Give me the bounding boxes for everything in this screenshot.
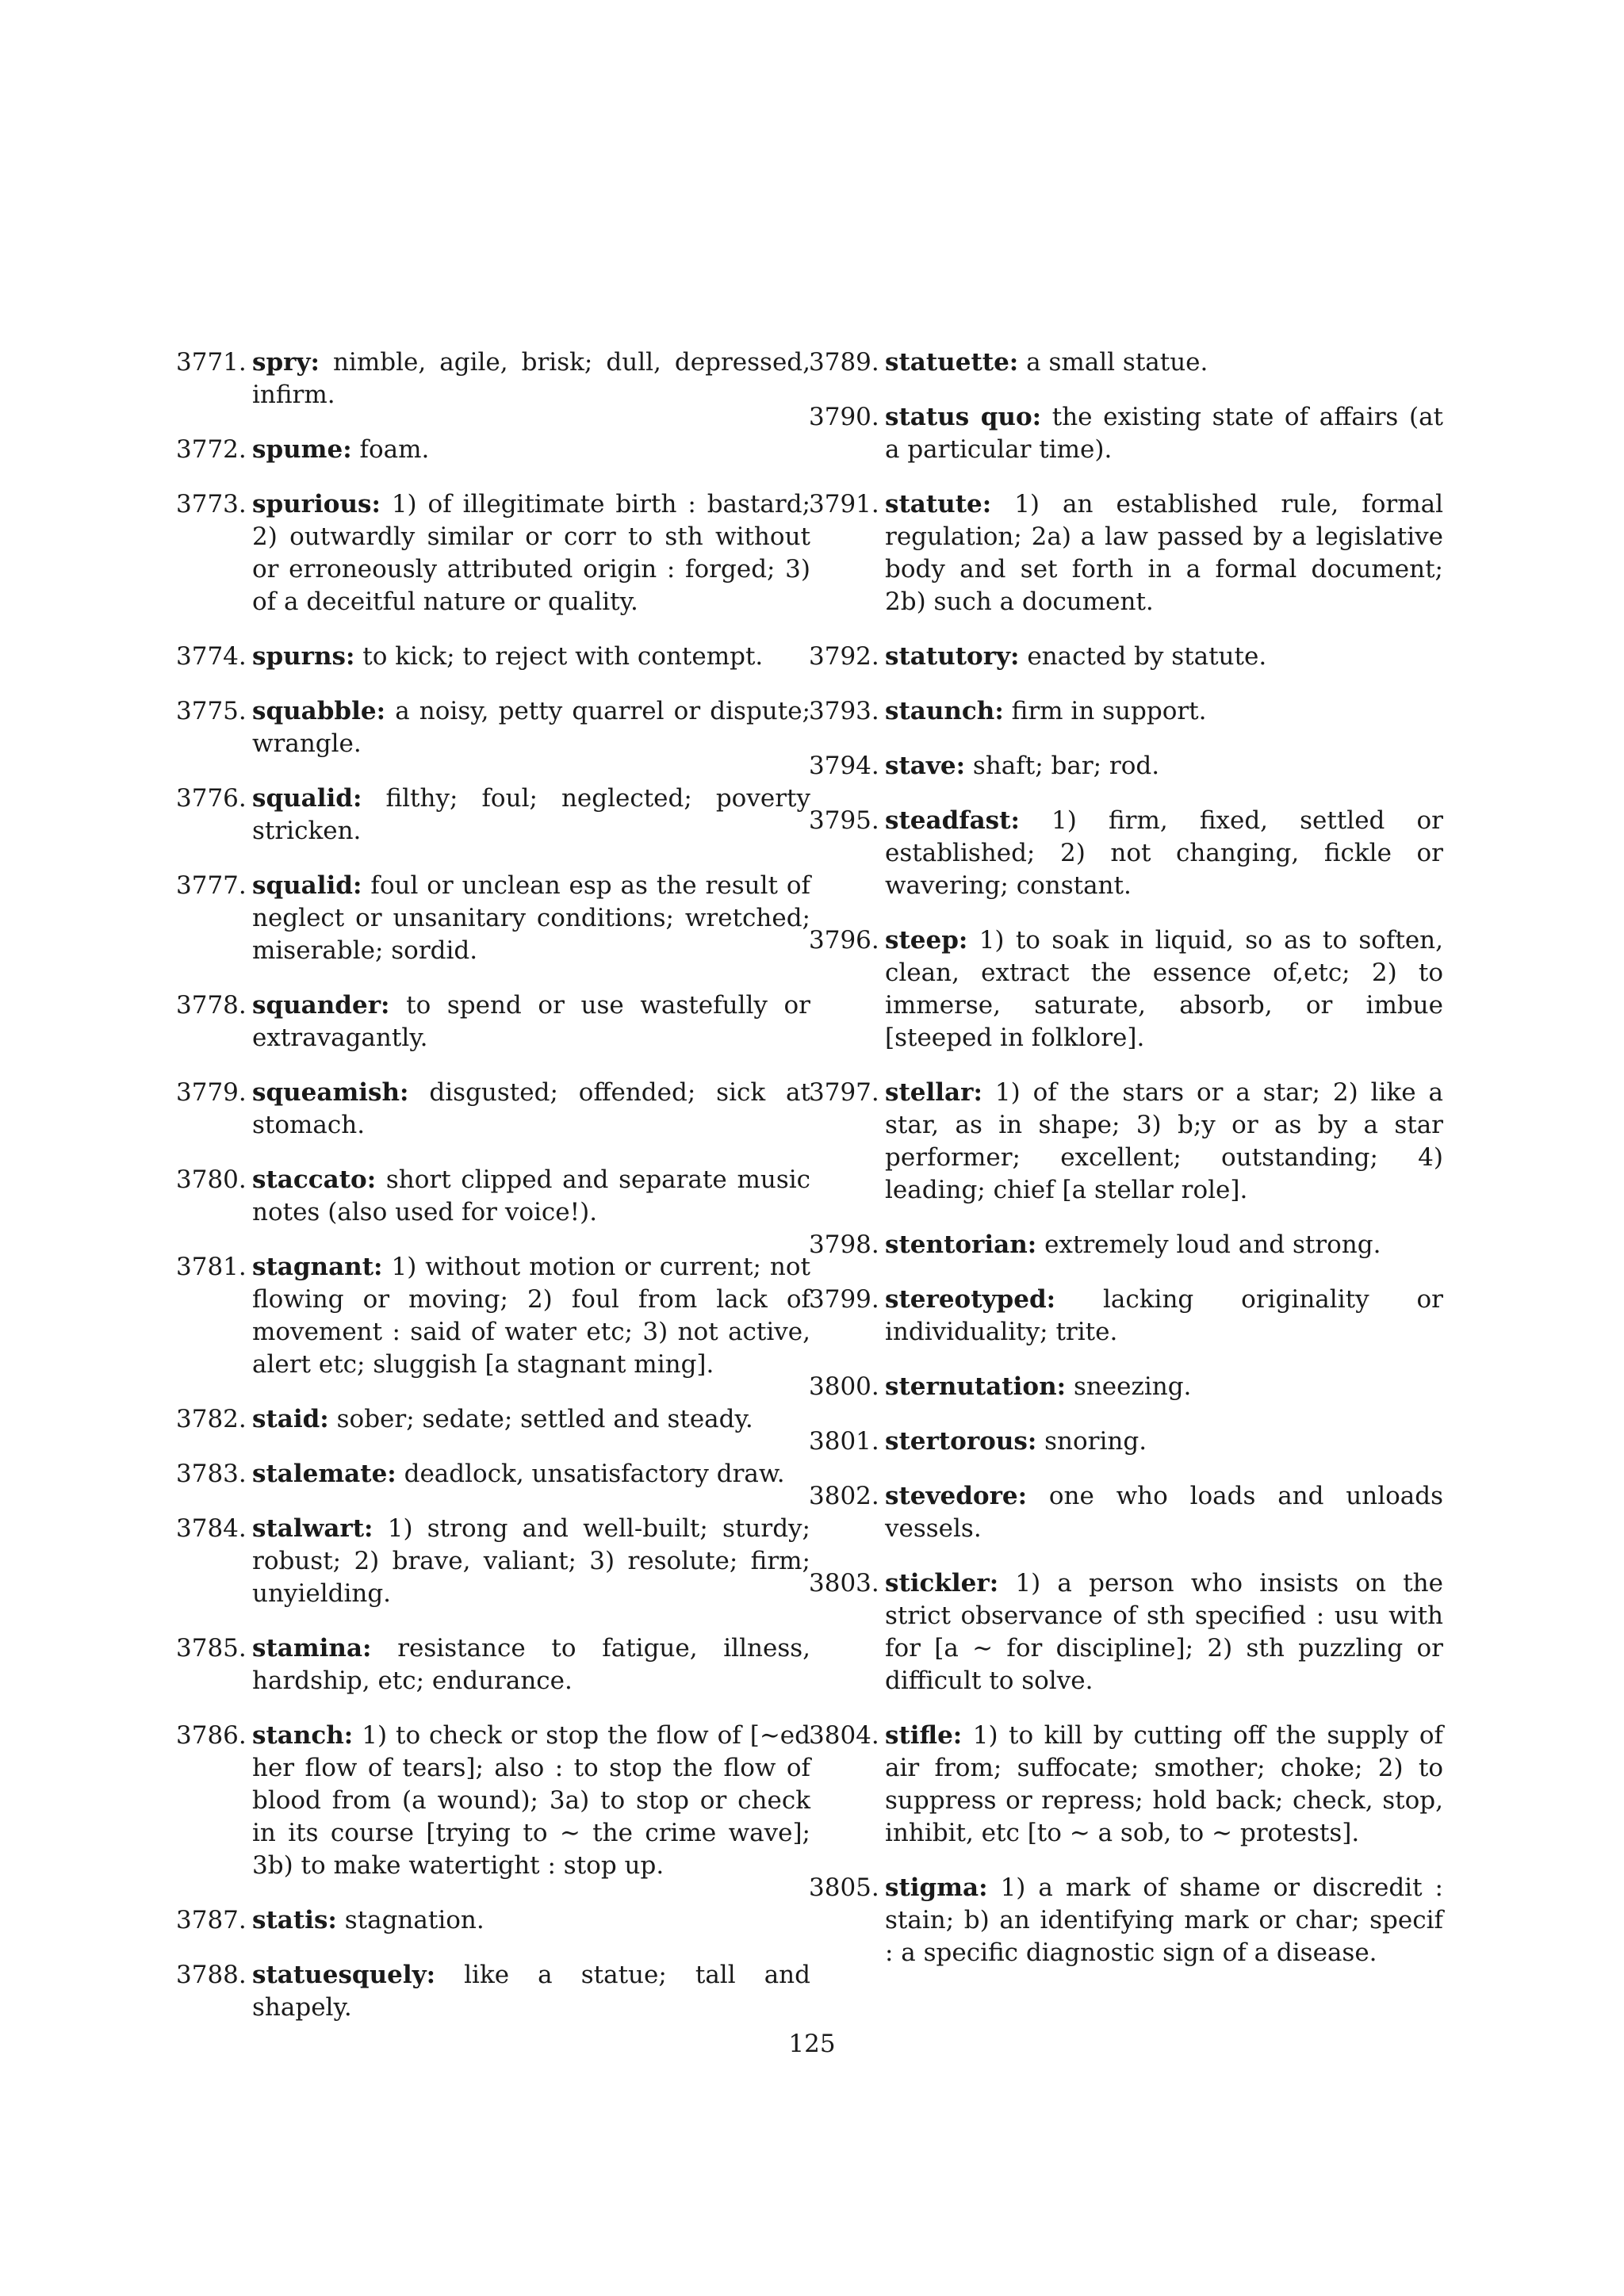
entry-definition: one who loads and unloads vessels.	[885, 1482, 1444, 1543]
entry-definition: 1) a person who insists on the strict observance of sth specified : usu with for [a ∼ for discipline]; 2) sth puzzling or difficult to solve.	[885, 1569, 1443, 1695]
entry-number: 3794.	[809, 752, 879, 780]
entry-number: 3789.	[809, 348, 879, 377]
entry-definition: a noisy, petty quarrel or dispute; wrangle.	[252, 697, 810, 758]
entry-number: 3802.	[809, 1482, 879, 1510]
entry-term: stagnant:	[252, 1253, 383, 1281]
entry-term: staunch:	[885, 697, 1004, 725]
entry-number: 3781.	[176, 1253, 247, 1281]
entry-definition: 1) a mark of shame or discredit : stain; b) an identifying mark or char; specif : a specific diagnostic sign of a disease.	[885, 1873, 1443, 1967]
entry-number: 3775.	[176, 697, 247, 725]
entry-definition: 1) to kill by cutting off the supply of air from; suffocate; smother; choke; 2) to suppress or repress; hold back; check, stop, inhibit, etc [to ∼ a sob, to ∼ protests].	[885, 1721, 1443, 1847]
entry-number: 3799.	[809, 1285, 879, 1314]
entry-term: stifle:	[885, 1721, 963, 1750]
entry-definition: short clipped and separate music notes (also used for voice!).	[252, 1165, 811, 1226]
entry-definition: the existing state of affairs (at a particular time).	[885, 403, 1444, 464]
entry-definition: 1) strong and well-built; sturdy; robust; 2) brave, valiant; 3) resolute; firm; unyielding.	[252, 1514, 810, 1608]
entry-term: stentorian:	[885, 1230, 1037, 1259]
dictionary-entry	[809, 1425, 1443, 1458]
dictionary-entry	[176, 1251, 810, 1381]
entry-term: stertorous:	[885, 1427, 1037, 1456]
dictionary-entry	[176, 346, 810, 411]
dictionary-entry	[809, 1229, 1443, 1261]
entry-definition: sober; sedate; settled and steady.	[336, 1405, 753, 1433]
dictionary-entry	[809, 346, 1443, 379]
entry-number: 3782.	[176, 1405, 247, 1433]
dictionary-entry	[809, 1371, 1443, 1403]
entry-number: 3779.	[176, 1078, 247, 1107]
entry-term: statuesquely:	[252, 1961, 436, 1989]
entry-term: staccato:	[252, 1165, 377, 1194]
entry-definition: sneezing.	[1073, 1372, 1192, 1401]
entry-definition: resistance to fatigue, illness, hardship, etc; endurance.	[252, 1634, 810, 1695]
entry-number: 3780.	[176, 1165, 247, 1194]
entry-term: sternutation:	[885, 1372, 1067, 1401]
dictionary-entry	[809, 488, 1443, 618]
entry-number: 3787.	[176, 1906, 247, 1934]
entry-term: stevedore:	[885, 1482, 1028, 1510]
entry-definition: lacking originality or individuality; trite.	[885, 1285, 1443, 1346]
entry-term: squeamish:	[252, 1078, 409, 1107]
dictionary-entry	[809, 641, 1443, 673]
entry-definition: nimble, agile, brisk; dull, depressed, infirm.	[252, 348, 810, 409]
dictionary-entry	[809, 401, 1443, 466]
entry-term: stave:	[885, 752, 966, 780]
entry-number: 3792.	[809, 642, 879, 671]
entry-definition: disgusted; offended; sick at stomach.	[252, 1078, 810, 1139]
entry-term: statute:	[885, 490, 992, 519]
entry-term: status quo:	[885, 403, 1042, 431]
entry-term: statuette:	[885, 348, 1019, 377]
entry-number: 3798.	[809, 1230, 879, 1259]
entry-term: stanch:	[252, 1721, 354, 1750]
entry-number: 3784.	[176, 1514, 247, 1543]
dictionary-entry	[176, 641, 810, 673]
entry-term: steep:	[885, 926, 968, 955]
entry-definition: filthy; foul; neglected; poverty stricken.	[252, 784, 810, 845]
dictionary-entry	[176, 1720, 810, 1882]
dictionary-entry	[809, 1077, 1443, 1207]
entry-number: 3786.	[176, 1721, 247, 1750]
entry-definition: 1) an established rule, formal regulation; 2a) a law passed by a legislative body and set forth in a formal document; 2b) such a document.	[885, 490, 1443, 616]
entry-number: 3771.	[176, 348, 247, 377]
entry-term: spry:	[252, 348, 320, 377]
dictionary-entry	[176, 1513, 810, 1610]
entry-number: 3783.	[176, 1460, 247, 1488]
dictionary-entry	[809, 695, 1443, 728]
dictionary-entry	[176, 783, 810, 848]
dictionary-entry	[176, 1458, 810, 1490]
dictionary-entry	[176, 1632, 810, 1697]
dictionary-entry	[176, 1959, 810, 2024]
entry-number: 3773.	[176, 490, 247, 519]
entry-number: 3796.	[809, 926, 879, 955]
entry-number: 3801.	[809, 1427, 879, 1456]
entry-number: 3776.	[176, 784, 247, 813]
entry-term: stickler:	[885, 1569, 999, 1598]
dictionary-entry	[176, 870, 810, 967]
entry-definition: firm in support.	[1011, 697, 1207, 725]
page-number: 125	[788, 2030, 836, 2058]
entry-term: statis:	[252, 1906, 337, 1934]
entry-number: 3791.	[809, 490, 879, 519]
entry-term: staid:	[252, 1405, 329, 1433]
dictionary-entry	[176, 1403, 810, 1436]
entry-definition: 1) of illegitimate birth : bastard; 2) outwardly similar or corr to sth without or erroneously attributed origin : forged; 3) of a deceitful nature or quality.	[252, 490, 810, 616]
entry-definition: 1) firm, fixed, settled or established; 2) not changing, fickle or wavering; constant.	[885, 806, 1443, 900]
entry-term: squander:	[252, 991, 390, 1020]
entry-number: 3777.	[176, 871, 247, 900]
entry-term: squabble:	[252, 697, 386, 725]
dictionary-entry	[809, 924, 1443, 1054]
dictionary-entry	[176, 1904, 810, 1937]
entry-definition: stagnation.	[344, 1906, 485, 1934]
entry-definition: 1) of the stars or a star; 2) like a star, as in shape; 3) b;y or as by a star performer; excellent; outstanding; 4) leading; chief [a stellar role].	[885, 1078, 1443, 1204]
entry-term: stigma:	[885, 1873, 988, 1902]
entry-definition: 1) without motion or current; not flowing or moving; 2) foul from lack of movement : said of water etc; 3) not active, alert etc; sluggish [a stagnant ming].	[252, 1253, 810, 1379]
entry-term: stereotyped:	[885, 1285, 1056, 1314]
entry-definition: foam.	[359, 435, 430, 464]
entry-number: 3778.	[176, 991, 247, 1020]
dictionary-entry	[809, 805, 1443, 902]
dictionary-entry	[176, 434, 810, 466]
entry-number: 3785.	[176, 1634, 247, 1663]
left-column	[176, 346, 810, 2046]
dictionary-entry	[809, 1872, 1443, 1969]
entry-definition: deadlock, unsatisfactory draw.	[404, 1460, 785, 1488]
entry-term: stamina:	[252, 1634, 372, 1663]
entry-number: 3793.	[809, 697, 879, 725]
dictionary-entry	[809, 1284, 1443, 1349]
entry-term: spurns:	[252, 642, 355, 671]
entry-definition: foul or unclean esp as the result of neglect or unsanitary conditions; wretched; miserable; sordid.	[252, 871, 810, 965]
entry-number: 3795.	[809, 806, 879, 835]
entry-number: 3803.	[809, 1569, 879, 1598]
entry-number: 3797.	[809, 1078, 879, 1107]
entry-definition: to kick; to reject with contempt.	[362, 642, 764, 671]
entry-number: 3805.	[809, 1873, 879, 1902]
entry-number: 3804.	[809, 1721, 879, 1750]
entry-term: squalid:	[252, 871, 362, 900]
entry-definition: like a statue; tall and shapely.	[252, 1961, 810, 2022]
entry-term: steadfast:	[885, 806, 1020, 835]
entry-definition: snoring.	[1044, 1427, 1147, 1456]
entry-definition: enacted by statute.	[1027, 642, 1267, 671]
entry-number: 3800.	[809, 1372, 879, 1401]
entry-term: stalwart:	[252, 1514, 373, 1543]
dictionary-entry	[176, 488, 810, 618]
entry-term: squalid:	[252, 784, 362, 813]
entry-definition: 1) to check or stop the flow of [∼ed her flow of tears]; also : to stop the flow of blood from (a wound); 3a) to stop or check in its course [trying to ∼ the crime wave]; 3b) to make watertight : stop up.	[252, 1721, 810, 1880]
dictionary-entry	[809, 1567, 1443, 1697]
entry-number: 3790.	[809, 403, 879, 431]
right-column	[809, 346, 1443, 1992]
entry-term: stalemate:	[252, 1460, 396, 1488]
dictionary-entry	[809, 1480, 1443, 1545]
entry-definition: shaft; bar; rod.	[972, 752, 1160, 780]
dictionary-entry	[176, 989, 810, 1054]
dictionary-entry	[176, 1164, 810, 1229]
entry-term: spurious:	[252, 490, 381, 519]
entry-term: stellar:	[885, 1078, 982, 1107]
entry-definition: 1) to soak in liquid, so as to soften, clean, extract the essence of,etc; 2) to immerse, saturate, absorb, or imbue [steeped in folklore].	[885, 926, 1444, 1052]
entry-definition: a small statue.	[1026, 348, 1208, 377]
entry-term: statutory:	[885, 642, 1020, 671]
dictionary-entry	[176, 695, 810, 760]
entry-term: spume:	[252, 435, 352, 464]
entry-number: 3774.	[176, 642, 247, 671]
dictionary-entry	[809, 1720, 1443, 1850]
entry-definition: to spend or use wastefully or extravagantly.	[252, 991, 810, 1052]
dictionary-entry	[176, 1077, 810, 1142]
dictionary-entry	[809, 750, 1443, 783]
entry-number: 3788.	[176, 1961, 247, 1989]
entry-definition: extremely loud and strong.	[1044, 1230, 1381, 1259]
entry-number: 3772.	[176, 435, 247, 464]
